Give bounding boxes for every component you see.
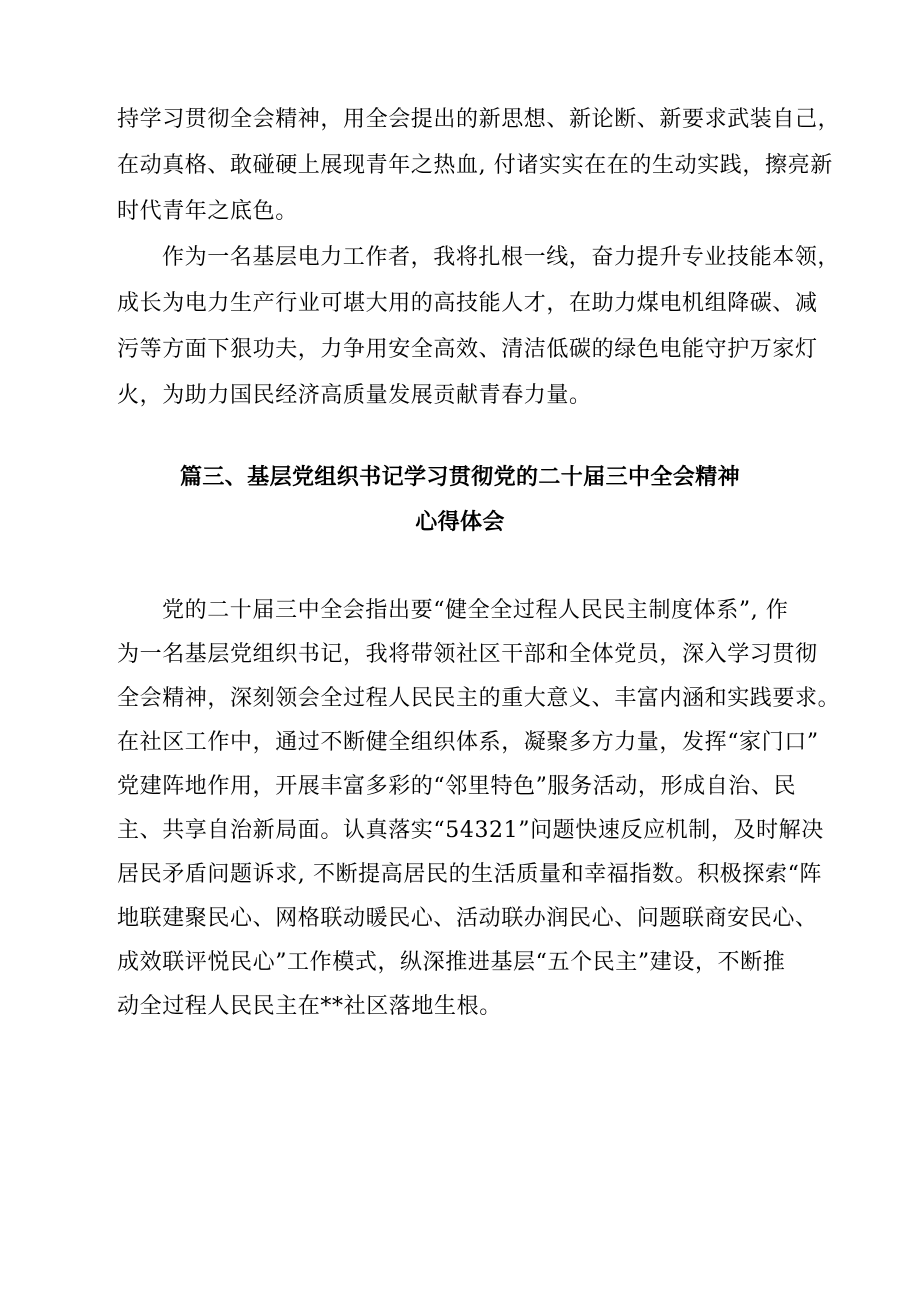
paragraph-line: 在动真格、敢碰硬上展现青年之热血, 付诸实实在在的生动实践，擦亮新 — [117, 153, 833, 178]
paragraph-line: 党的二十届三中全会指出要“健全全过程人民民主制度体系”, 作 — [162, 598, 789, 623]
paragraph-line: 为一名基层党组织书记，我将带领社区干部和全体党员，深入学习贯彻 — [117, 642, 818, 667]
paragraph-line: 持学习贯彻全会精神，用全会提出的新思想、新论断、新要求武装自己， — [117, 107, 841, 132]
paragraph-line: 全会精神，深刻领会全过程人民民主的重大意义、丰富内涵和实践要求。 — [117, 686, 841, 711]
paragraph-line: 党建阵地作用，开展丰富多彩的“邻里特色”服务活动，形成自治、民 — [117, 774, 797, 799]
section-heading-line1: 篇三、基层党组织书记学习贯彻党的二十届三中全会精神 — [179, 464, 740, 490]
paragraph-line: 地联建聚民心、网格联动暖民心、活动联办润民心、问题联商安民心、 — [117, 906, 818, 931]
paragraph-line: 居民矛盾问题诉求, 不断提高居民的生活质量和幸福指数。积极探索“阵 — [117, 862, 823, 887]
paragraph-line: 作为一名基层电力工作者，我将扎根一线，奋力提升专业技能本领， — [162, 245, 841, 270]
paragraph-line: 动全过程人民民主在**社区落地生根。 — [117, 994, 502, 1019]
paragraph-line: 成效联评悦民心”工作模式，纵深推进基层“五个民主”建设，不断推 — [117, 950, 786, 975]
paragraph-line: 主、共享自治新局面。认真落实“54321”问题快速反应机制，及时解决 — [117, 818, 824, 843]
paragraph-line: 时代青年之底色。 — [117, 199, 298, 224]
section-heading-line2: 心得体会 — [415, 509, 505, 535]
paragraph-line: 污等方面下狠功夫，力争用安全高效、清洁低碳的绿色电能守护万家灯 — [117, 337, 818, 362]
paragraph-line: 火，为助力国民经济高质量发展贡献青春力量。 — [117, 383, 592, 408]
paragraph-line: 成长为电力生产行业可堪大用的高技能人才，在助力煤电机组降碳、减 — [117, 291, 818, 316]
paragraph-line: 在社区工作中，通过不断健全组织体系，凝聚多方力量，发挥“家门口” — [117, 730, 819, 755]
